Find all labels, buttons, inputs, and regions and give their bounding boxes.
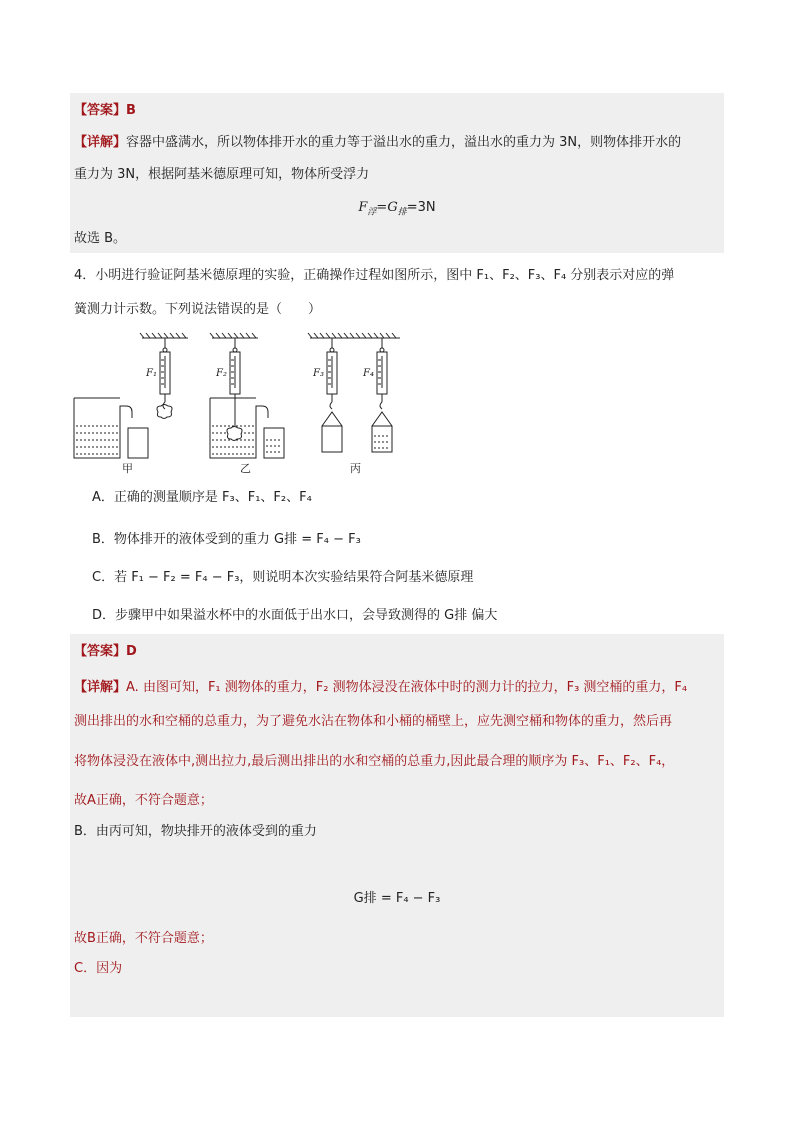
object-1 [157,405,172,419]
q4-stem-line2: 簧测力计示数。下列说法错误的是（ ） [74,302,322,317]
label-f1: F₁ [146,368,157,379]
detail-text: 容器中盛满水，所以物体排开水的重力等于溢出水的重力，溢出水的重力为 3N，则物体排开水的 [126,135,682,150]
q4-c-start: C．因为 [74,961,123,976]
answer-tag: 【答案】 [74,103,127,118]
q4-stem-line1: 4．小明进行验证阿基米德原理的实验，正确操作过程如图所示，图中 F₁、F₂、F₃、F₄ 分别表示对应的弹 [74,268,675,283]
q3-answer-line [74,101,136,121]
ceiling-3 [308,333,400,338]
answer-tag: 【答案】 [74,644,127,659]
q4-answer-line [74,642,137,662]
label-jia: 甲 [122,462,133,475]
spring-scale-1 [160,338,170,409]
q3-detail-line1 [74,133,681,153]
label-bing: 丙 [350,462,361,475]
label-f4: F₄ [363,368,374,379]
q3-formula: $F_浮=G_排=3N$ [358,200,436,218]
q4-b-conclusion: 故B正确，不符合题意； [74,931,213,946]
q4-detail-line1 [74,678,687,698]
q4-formula-b: G排 = F₄ − F₃ [353,891,441,906]
small-bucket-jia [128,428,148,458]
detail-tag: 【详解】 [74,135,127,150]
small-bucket-yi [264,428,284,458]
experiment-figure [70,330,410,475]
spring-scale-4 [372,338,392,452]
ceiling-2 [210,333,258,338]
overflow-beaker-yi [210,398,268,458]
q4-detail-line3: 将物体浸没在液体中,测出拉力,最后测出排出的水和空桶的总重力,因此最合理的顺序为 F₃、F₁、F₂、F₄， [74,754,675,769]
answer-value: D [126,644,137,659]
answer-value: B [126,103,136,118]
spring-scale-3 [322,338,342,452]
spring-scale-2 [230,338,240,426]
label-f3: F₃ [313,368,324,379]
ceiling-1 [140,333,188,338]
q4-detail-line5: B．由丙可知，物块排开的液体受到的重力 [74,824,317,839]
overflow-beaker-jia [74,398,132,458]
detail-text: A. 由图可知，F₁ 测物体的重力，F₂ 测物体浸没在液体中时的测力计的拉力，F₃ 测空桶的重力，F₄ [126,680,688,695]
q3-conclusion: 故选 B。 [74,231,127,246]
option-d: D．步骤甲中如果溢水杯中的水面低于出水口，会导致测得的 G排 偏大 [92,608,498,623]
q4-detail-line2: 测出排出的水和空桶的总重力，为了避免水沾在物体和小桶的桶壁上，应先测空桶和物体的重力，然后再 [74,714,673,729]
q3-detail-line2: 重力为 3N，根据阿基米德原理可知，物体所受浮力 [74,167,370,182]
label-f2: F₂ [216,368,227,379]
option-c: C．若 F₁ − F₂ = F₄ − F₃，则说明本次实验结果符合阿基米德原理 [92,570,474,585]
option-b: B．物体排开的液体受到的重力 G排 = F₄ − F₃ [92,532,361,547]
q4-detail-line4: 故A正确，不符合题意； [74,793,213,808]
label-yi: 乙 [240,462,251,475]
option-a: A．正确的测量顺序是 F₃、F₁、F₂、F₄ [92,490,312,505]
detail-tag: 【详解】 [74,680,127,695]
